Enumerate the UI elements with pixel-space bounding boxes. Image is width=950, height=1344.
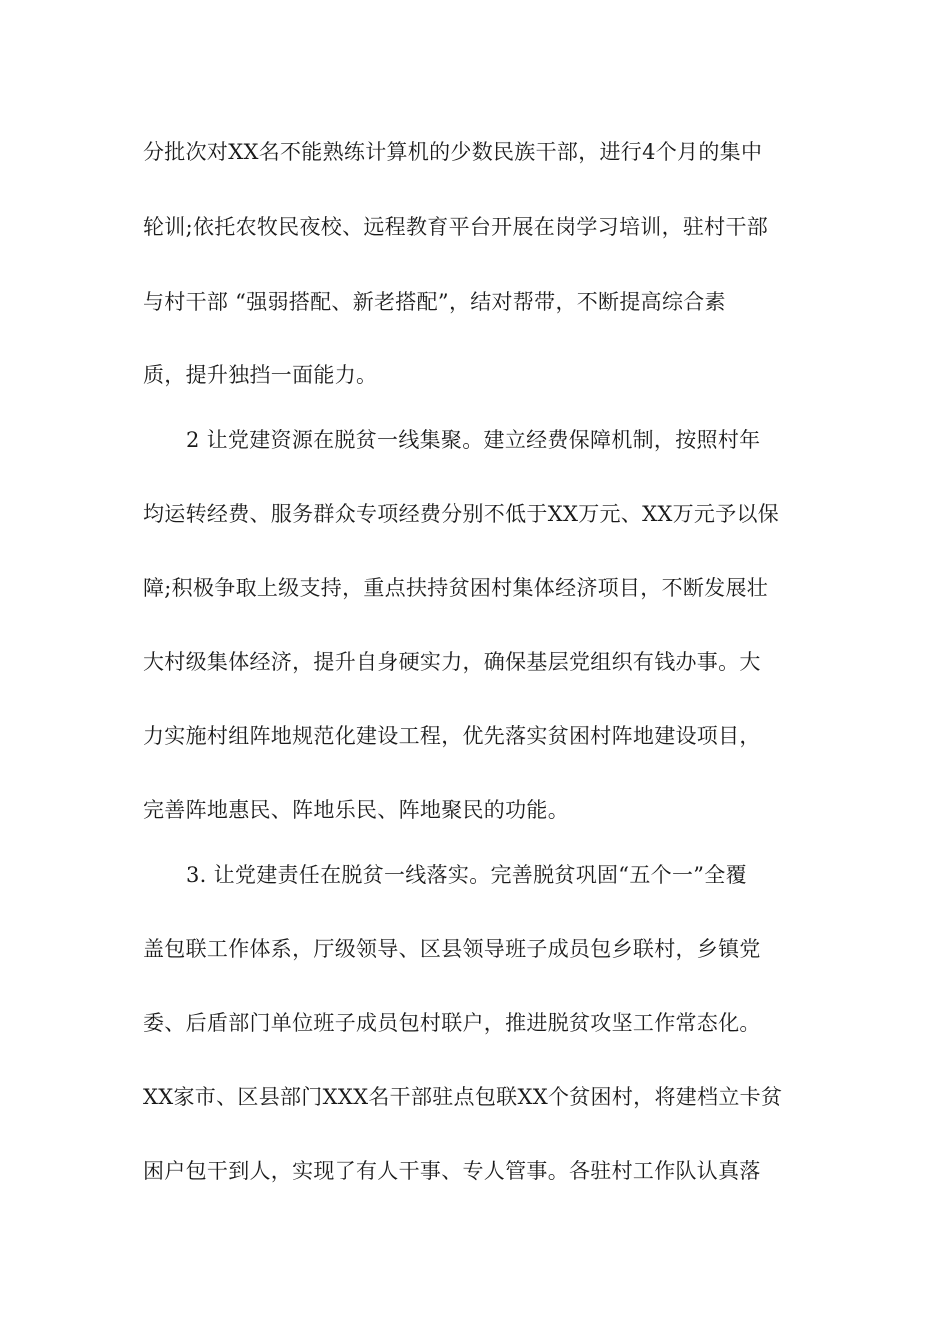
text-line: 分批次对XX名不能熟练计算机的少数民族干部，进行4个月的集中 [143,140,763,164]
text-line: 力实施村组阵地规范化建设工程，优先落实贫困村阵地建设项目， [143,724,761,748]
text-line: XX家市、区县部门XXX名干部驻点包联XX个贫困村，将建档立卡贫 [143,1085,783,1109]
text-line: 完善阵地惠民、阵地乐民、阵地聚民的功能。 [143,798,569,822]
paragraph-start-line: 2 让党建资源在脱贫一线集聚。建立经费保障机制，按照村年 [186,428,761,452]
text-line: 委、后盾部门单位班子成员包村联户，推进脱贫攻坚工作常态化。 [143,1011,761,1035]
text-line: 困户包干到人，实现了有人干事、专人管事。各驻村工作队认真落 [143,1159,761,1183]
text-line: 盖包联工作体系，厅级领导、区县领导班子成员包乡联村，乡镇党 [143,937,761,961]
text-line: 与村干部 “强弱搭配、新老搭配”，结对帮带，不断提高综合素 [143,290,726,314]
text-line: 轮训;依托农牧民夜校、远程教育平台开展在岗学习培训，驻村干部 [143,215,769,239]
text-line: 质，提升独挡一面能力。 [143,363,378,387]
text-line: 大村级集体经济，提升自身硬实力，确保基层党组织有钱办事。大 [143,650,761,674]
text-line: 均运转经费、服务群众专项经费分别不低于XX万元、XX万元予以保 [143,502,780,526]
paragraph-start-line: 3. 让党建责任在脱贫一线落实。完善脱贫巩固“五个一”全覆 [186,863,747,887]
text-line: 障;积极争取上级支持，重点扶持贫困村集体经济项目，不断发展壮 [143,576,769,600]
